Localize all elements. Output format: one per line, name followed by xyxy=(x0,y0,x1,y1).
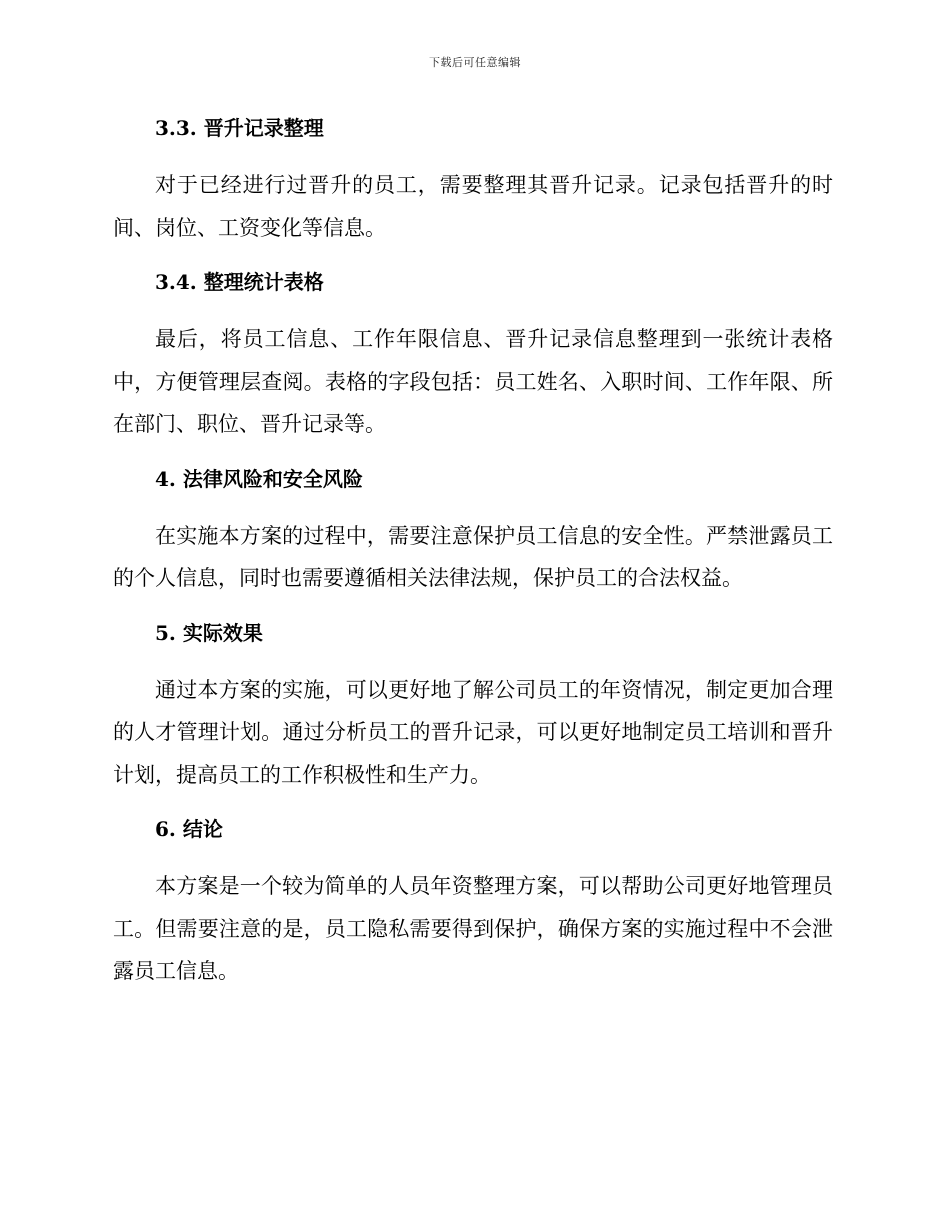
section-paragraph-5: 通过本方案的实施，可以更好地了解公司员工的年资情况，制定更加合理的人才管理计划。通过分析员工的晋升记录，可以更好地制定员工培训和晋升计划，提高员工的工作积极性和生产力。 xyxy=(113,677,833,787)
section-heading-3-3: 3.3. 晋升记录整理 xyxy=(155,116,324,140)
section-heading-5: 5. 实际效果 xyxy=(155,620,263,645)
document-body xyxy=(113,108,833,993)
section-heading-6: 6. 结论 xyxy=(155,817,223,841)
section-paragraph-4: 在实施本方案的过程中，需要注意保护员工信息的安全性。严禁泄露员工的个人信息，同时也需要遵循相关法律法规，保护员工的合法权益。 xyxy=(113,523,833,590)
section-paragraph-3-3: 对于已经进行过晋升的员工，需要整理其晋升记录。记录包括晋升的时间、岗位、工资变化等信息。 xyxy=(113,173,833,240)
section-heading-4: 4. 法律风险和安全风险 xyxy=(155,466,363,491)
page-header: 下载后可任意编辑 xyxy=(429,56,521,69)
section-paragraph-6: 本方案是一个较为简单的人员年资整理方案，可以帮助公司更好地管理员工。但需要注意的是，员工隐私需要得到保护，确保方案的实施过程中不会泄露员工信息。 xyxy=(113,874,833,983)
section-paragraph-3-4: 最后，将员工信息、工作年限信息、晋升记录信息整理到一张统计表格中，方便管理层查阅。表格的字段包括：员工姓名、入职时间、工作年限、所在部门、职位、晋升记录等。 xyxy=(113,327,833,436)
section-heading-3-4: 3.4. 整理统计表格 xyxy=(155,270,324,294)
